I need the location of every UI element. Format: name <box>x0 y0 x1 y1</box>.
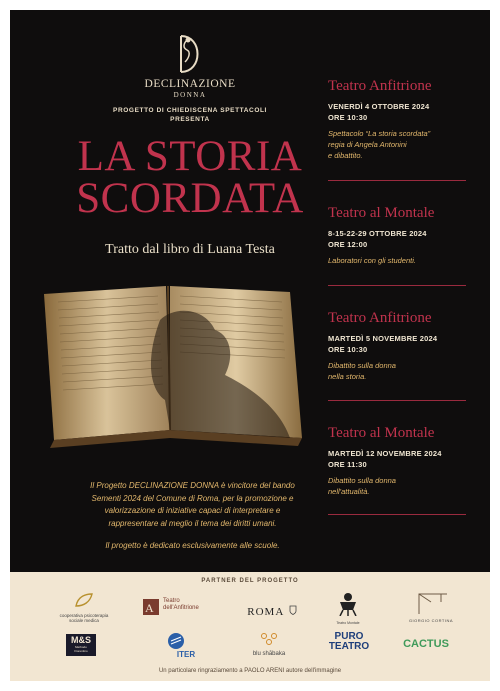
event-date <box>328 101 468 123</box>
title-line: SCORDATA <box>76 175 304 222</box>
ms-logo <box>66 634 96 656</box>
event-time-line: ORE 10:30 <box>328 345 368 354</box>
presents-line: PRESENTA <box>170 116 210 123</box>
d-logo-icon <box>173 32 207 76</box>
event-venue: Teatro Anfitrione <box>328 310 432 326</box>
event-info <box>328 255 468 266</box>
anfitrione-label: dell'Anfitrione <box>163 605 199 611</box>
title-line: LA STORIA <box>77 133 303 180</box>
desc-note: Il progetto è dedicato esclusivamente alle scuole. <box>105 541 280 550</box>
event-date <box>328 333 468 355</box>
event-date-line: VENERDÌ 4 OTTOBRE 2024 <box>328 102 430 111</box>
event-venue: Teatro al Montale <box>328 205 435 221</box>
desc-line: rappresentare al meglio il tema dei diritti umani. <box>108 518 277 528</box>
event-2 <box>328 204 468 266</box>
puro-teatro-logo <box>328 632 370 652</box>
presents-text <box>50 106 330 124</box>
event-date-line: MARTEDÌ 12 NOVEMBRE 2024 <box>328 449 442 458</box>
anfitrione-mask-icon <box>142 598 160 616</box>
svg-text:A: A <box>145 601 154 615</box>
cactus-logo: CACTUS <box>403 638 449 650</box>
event-info-line: nella storia. <box>328 372 367 381</box>
event-1 <box>328 77 468 161</box>
event-info-line: nell'attualità. <box>328 487 370 496</box>
event-info <box>328 475 468 497</box>
blu-shabaka-logo <box>246 632 292 658</box>
ms-sub-label: Fiorentino <box>74 648 88 653</box>
crane-icon <box>411 592 451 614</box>
event-info-line: e dibattito. <box>328 151 363 160</box>
roma-logo <box>242 602 302 620</box>
ms-label: M&S <box>71 635 91 645</box>
network-icon <box>260 632 278 646</box>
anfitrione-label: Teatro <box>163 598 180 604</box>
subtitle: Tratto dal libro di Luana Testa <box>105 242 275 257</box>
anfitrione-logo <box>142 598 208 616</box>
logo-brand-sub: DONNA <box>173 91 207 99</box>
iter-label: ITER <box>176 650 196 659</box>
event-venue: Teatro al Montale <box>328 425 435 441</box>
event-info-line: Dibattito sulla donna <box>328 476 396 485</box>
giorgio-logo <box>396 592 466 623</box>
teatro-label: TEATRO <box>328 641 370 652</box>
coop-label: sociale <box>69 618 84 623</box>
thanks-text: Un particolare ringraziamento a PAOLO ARENI autore dell'immagine <box>158 668 342 674</box>
event-divider <box>328 514 466 515</box>
event-venue: Teatro Anfitrione <box>328 78 432 94</box>
roma-label: ROMA <box>247 606 285 618</box>
event-divider <box>328 180 466 181</box>
event-info-line: Laboratori con gli studenti. <box>328 256 416 265</box>
event-divider <box>328 285 466 286</box>
event-info-line: Spettacolo “La storia scordata” <box>328 129 431 138</box>
coop-leaf-icon <box>74 592 94 608</box>
event-date-line: 8-15-22-29 OTTOBRE 2024 <box>328 229 427 238</box>
coop-label: medica <box>84 618 99 623</box>
event-3 <box>328 309 468 382</box>
coop-label: psicoterapia <box>84 613 109 618</box>
coop-logo <box>54 592 114 623</box>
coop-label: cooperativa <box>59 613 83 618</box>
iter-logo <box>160 632 200 659</box>
event-date <box>328 228 468 250</box>
event-info <box>328 360 468 382</box>
blu-label: blu shābaka <box>252 651 286 657</box>
event-info <box>328 128 468 161</box>
event-time-line: ORE 12:00 <box>328 240 368 249</box>
partners-title: PARTNER DEL PROGETTO <box>201 578 299 584</box>
puro-label: PURO <box>334 631 364 642</box>
event-date-line: MARTEDÌ 5 NOVEMBRE 2024 <box>328 334 438 343</box>
roma-crest-icon <box>289 605 297 615</box>
project-description <box>65 480 320 563</box>
partners-section <box>10 572 490 681</box>
open-book-image <box>40 280 305 450</box>
event-time-line: ORE 10:30 <box>328 113 368 122</box>
presents-line: PROGETTO DI CHIEDISCENA SPETTACOLI <box>113 107 267 114</box>
event-info-line: regia di Angela Antonini <box>328 140 407 149</box>
montale-figure-icon <box>337 592 359 616</box>
declinazione-logo <box>80 32 300 99</box>
event-time-line: ORE 11:30 <box>328 460 367 469</box>
ms-sub-label: Methodo <box>75 645 87 649</box>
main-title <box>40 133 340 222</box>
iter-circle-icon <box>167 632 185 650</box>
desc-line: valorizzazione di iniziative capaci di interpretare e <box>104 506 281 515</box>
montale-label: Teatro Montale <box>336 621 360 625</box>
event-date <box>328 448 468 470</box>
desc-line: Sementi 2024 del Comune di Roma, per la promozione e <box>91 493 294 503</box>
desc-line: Il Progetto DECLINAZIONE DONNA è vincitore del bando <box>90 481 295 490</box>
event-4 <box>328 424 468 497</box>
event-info-line: Dibattito sulla donna <box>328 361 396 370</box>
giorgio-label: GIORGIO CORTINA <box>408 618 454 623</box>
montale-logo <box>328 592 368 625</box>
logo-brand: DECLINAZIONE <box>144 78 236 90</box>
poster <box>10 10 490 681</box>
event-divider <box>328 400 466 401</box>
